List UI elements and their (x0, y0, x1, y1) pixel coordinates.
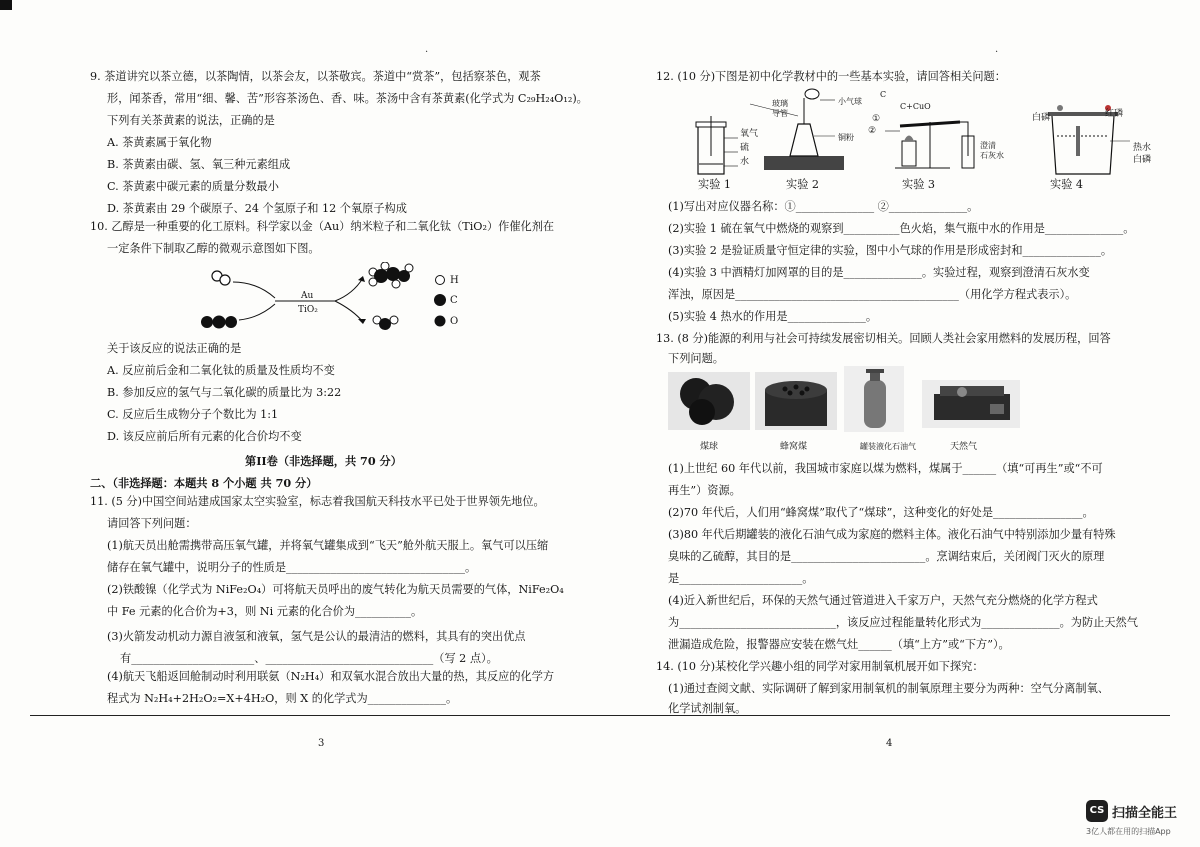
q12-p1: (1)写出对应仪器名称：①______________ ②______________。 (668, 200, 979, 213)
q14-p1b: 化学试剂制氧。 (668, 702, 747, 715)
q11-p4b: 程式为 N₂H₄+2H₂O₂=X+4H₂O，则 X 的化学式为______________。 (107, 692, 458, 705)
fig-note-circle-2: ② (868, 126, 877, 136)
q10-question: 关于该反应的说法正确的是 (107, 342, 242, 355)
balance-flask-icon (750, 89, 844, 170)
q12-p5: (5)实验 4 热水的作用是______________。 (668, 310, 878, 323)
fig-note-copper: 铜粉 (838, 133, 854, 142)
q11-p2b: 中 Fe 元素的化合价为+3，则 Ni 元素的化合价为__________。 (107, 605, 423, 618)
q11-p1a: (1)航天员出舱需携带高压氧气罐，并将氧气罐集成到“飞天”舱外航天服上。氧气可以压缩 (107, 539, 549, 552)
q11-p3b: 有______________________、______________________________（写 2 点）。 (120, 652, 498, 665)
gas-stove-photo (922, 380, 1020, 428)
q9-line3: 下列有关茶黄素的说法，正确的是 (107, 114, 275, 127)
section-two-heading: 二、（非选择题：本题共 8 个小题 共 70 分） (90, 476, 318, 490)
q10-option-b: B. 参加反应的氢气与二氧化碳的质量比为 3:22 (107, 386, 342, 399)
q14-p1a: (1)通过查阅文献、实际调研了解到家用制氧机的制氧原理主要分为两种：空气分离制氧、 (668, 682, 1109, 695)
fig-note-balloon: 小气球 (838, 97, 862, 106)
gas-jar-icon (696, 116, 738, 174)
exp3-label: 实验 3 (902, 178, 936, 191)
legend-h-icon (436, 276, 445, 285)
q11-line2: 请回答下列问题： (107, 517, 197, 530)
catalyst-au-label: Au (301, 291, 314, 301)
scan-dot: . (425, 44, 429, 55)
q13-line2: 下列问题。 (668, 352, 724, 365)
q13-line1: 13. (8 分)能源的利用与社会可持续发展密切相关。回顾人类社会家用燃料的发展历程，回答 (656, 332, 1111, 345)
fig-note-tube: 导管 (772, 109, 788, 118)
q11-p2a: (2)铁酸镍（化学式为 NiFe₂O₄）可将航天员呼出的废气转化为航天员需要的气体，NiFe₂O₄ (107, 583, 564, 596)
hydrogen-molecule-icon (212, 271, 230, 285)
q12-p4b: 浑浊，原因是________________________________________（用化学方程式表示）。 (668, 288, 1077, 301)
q9-option-a: A. 茶黄素属于氧化物 (107, 136, 212, 149)
reduction-apparatus-icon (885, 122, 974, 168)
q13-p1b: 再生”）资源。 (668, 484, 741, 497)
lpg-label: 罐装液化石油气 (860, 442, 916, 451)
fig-note-c-cuo: C+CuO (900, 102, 931, 111)
page-number-right: 4 (886, 738, 893, 749)
q13-p3c: 是______________________。 (668, 572, 814, 585)
legend-o-icon (435, 316, 446, 327)
q14-line1: 14. (10 分)某校化学兴趣小组的同学对家用制氧机展开如下探究： (656, 660, 984, 673)
q12-p4a: (4)实验 3 中酒精灯加网罩的目的是______________。实验过程，观察到澄清石灰水变 (668, 266, 1090, 279)
page-number-left: 3 (318, 738, 325, 749)
q11-p4a: (4)航天飞船返回舱制动时利用联氨（N₂H₄）和双氧水混合放出大量的热，其反应的化学方 (107, 670, 555, 683)
fig-note-circle-1: ① (872, 114, 881, 124)
q13-p1a: (1)上世纪 60 年代以前，我国城市家庭以煤为燃料，煤属于______（填“可再生”或“不可 (668, 462, 1103, 475)
bottom-divider (30, 715, 1170, 716)
q9-line2: 形，闻茶香，常用“细、馨、苦”形容茶汤色、香、味。茶汤中含有茶黄素(化学式为 C₂₉H₂₄O₁₂)。 (107, 92, 588, 105)
q10-line1: 10. 乙醇是一种重要的化工原料。科学家以金（Au）纳米粒子和二氧化钛（TiO₂）作催化剂在 (90, 220, 555, 233)
fig-note-c: C (880, 90, 887, 99)
camscanner-watermark (1086, 800, 1196, 840)
legend-o-label: O (450, 316, 459, 327)
q9-option-d: D. 茶黄素由 29 个碳原子、24 个氢原子和 12 个氧原子构成 (107, 202, 407, 215)
fig-note-limewater-2: 石灰水 (980, 151, 1004, 160)
scan-corner-mark (0, 0, 12, 10)
legend-c-label: C (450, 295, 458, 306)
fig-note-sulfur: 硫 (740, 143, 750, 153)
co2-molecule-icon (201, 316, 237, 329)
ethanol-molecule-icon (369, 262, 413, 288)
q11-p3a: (3)火箭发动机动力源自液氢和液氧，氢气是公认的最清洁的燃料，其具有的突出优点 (107, 630, 526, 643)
coal-ball-label: 煤球 (700, 442, 719, 452)
reaction-diagram (195, 262, 485, 337)
q9-line1: 9. 茶道讲究以茶立德，以茶陶情，以茶会友，以茶敬宾。茶道中“赏茶”，包括察茶色，观茶 (90, 70, 541, 83)
exp2-label: 实验 2 (786, 178, 820, 191)
q12-p2: (2)实验 1 硫在氧气中燃烧的观察到__________色火焰，集气瓶中水的作用是______________。 (668, 222, 1135, 235)
fig-note-red-p: 红磷 (1105, 109, 1124, 119)
q10-line2: 一定条件下制取乙醇的微观示意图如下图。 (107, 242, 320, 255)
legend-h-label: H (450, 275, 459, 286)
q9-option-b: B. 茶黄素由碳、氢、氧三种元素组成 (107, 158, 291, 171)
watermark-tagline: 3亿人都在用的扫描App (1086, 827, 1171, 836)
q9-option-c: C. 茶黄素中碳元素的质量分数最小 (107, 180, 279, 193)
honeycomb-coal-label: 蜂窝煤 (780, 442, 808, 452)
q13-p4c: 泄漏造成危险，报警器应安装在燃气灶______（填“上方”或“下方”）。 (668, 638, 1010, 651)
q10-option-a: A. 反应前后金和二氧化钛的质量及性质均不变 (107, 364, 335, 377)
section-title: 第II卷（非选择题，共 70 分） (245, 454, 402, 468)
fig-note-white-p-2: 白磷 (1133, 155, 1152, 165)
exp4-label: 实验 4 (1050, 178, 1084, 191)
water-molecule-icon (373, 316, 398, 330)
fig-note-glass: 玻璃 (772, 99, 788, 108)
q10-option-c: C. 反应后生成物分子个数比为 1:1 (107, 408, 279, 421)
catalyst-tio2-label: TiO₂ (298, 305, 318, 315)
fig-note-white-p: 白磷 (1032, 113, 1051, 123)
q13-p3b: 臭味的乙硫醇，其目的是________________________。烹调结束后，关闭阀门灭火的原理 (668, 550, 1105, 563)
q11-line1: 11. (5 分)中国空间站建成国家太空实验室，标志着我国航天科技水平已处于世界领先地位。 (90, 495, 545, 508)
exp1-label: 实验 1 (698, 178, 732, 191)
legend-c-icon (434, 294, 446, 306)
q12-p3: (3)实验 2 是验证质量守恒定律的实验，图中小气球的作用是形成密封和______________。 (668, 244, 1113, 257)
fig-note-limewater-1: 澄清 (980, 141, 996, 150)
q13-p4a: (4)近入新世纪后，环保的天然气通过管道进入千家万户，天然气充分燃烧的化学方程式 (668, 594, 1098, 607)
lpg-cylinder-photo (844, 366, 904, 432)
camscanner-logo-icon: CS (1086, 800, 1108, 822)
q13-p4b: 为____________________________，该反应过程能量转化形式为______________。为防止天然气 (668, 616, 1138, 629)
coal-ball-photo (668, 372, 750, 430)
fig-note-oxygen: 氧气 (740, 129, 759, 139)
honeycomb-coal-photo (755, 372, 837, 430)
q10-option-d: D. 该反应前后所有元素的化合价均不变 (107, 430, 302, 443)
watermark-name: 扫描全能王 (1112, 806, 1178, 821)
scan-dot: . (995, 44, 999, 55)
fig-note-water: 水 (740, 157, 750, 167)
q13-p2: (2)70 年代后，人们用“蜂窝煤”取代了“煤球”，这种变化的好处是________________。 (668, 506, 1094, 519)
fig-note-hot-water: 热水 (1133, 143, 1152, 153)
q11-p1b: 储存在氧气罐中，说明分子的性质是________________________________。 (107, 561, 477, 574)
q12-line1: 12. (10 分)下图是初中化学教材中的一些基本实验，请回答相关问题： (656, 70, 1006, 83)
q13-p3a: (3)80 年代后期罐装的液化石油气成为家庭的燃料主体。液化石油气中特别添加少量有特殊 (668, 528, 1116, 541)
natural-gas-label: 天然气 (950, 442, 978, 452)
right-page (600, 0, 1200, 847)
